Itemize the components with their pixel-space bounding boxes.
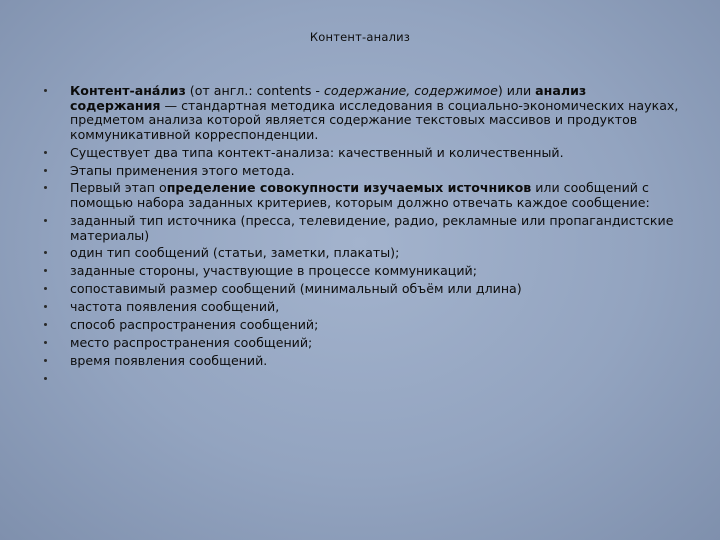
bullet-item <box>40 336 680 351</box>
bullet-text-run: (от англ.: contents - <box>185 83 324 98</box>
bullet-item <box>40 354 680 369</box>
bullet-text-run: сопоставимый размер сообщений (минимальный объём или длина) <box>70 281 522 297</box>
bullet-text <box>70 83 678 142</box>
bullet-item <box>40 372 680 387</box>
bullet-text <box>70 353 267 368</box>
bullet-text-run: один тип сообщений (статьи, заметки, плакаты); <box>70 245 400 261</box>
bullet-item <box>40 214 680 243</box>
bullet-dot-icon <box>44 377 47 380</box>
bullet-text-run: ) или <box>497 83 536 98</box>
bullet-text-run: — стандартная методика исследования в социально-экономических науках, предметом анализа которой является содержание текстовых массивов и продуктов коммуникативной корреспонденции. <box>70 97 679 142</box>
bullet-text-run: частота появления сообщений, <box>70 299 280 315</box>
bullet-text <box>70 263 477 278</box>
bullet-dot-icon <box>44 169 47 172</box>
bullet-text-run: Существует два типа контект-анализа: качественный и количественный. <box>70 144 564 160</box>
bullet-text-run: время появления сообщений. <box>70 352 268 368</box>
slide-title: Контент-анализ <box>309 30 411 44</box>
bullet-item <box>40 181 680 210</box>
bullet-dot-icon <box>44 305 47 308</box>
bullet-text <box>70 180 650 210</box>
bullet-text-run: заданный тип источника (пресса, телевидение, радио, рекламные или пропагандистские материалы) <box>70 212 674 243</box>
bullet-dot-icon <box>44 359 47 362</box>
bullet-text <box>70 299 279 314</box>
bullet-dot-icon <box>44 269 47 272</box>
bullet-dot-icon <box>44 251 47 254</box>
bullet-dot-icon <box>44 151 47 154</box>
bullet-item <box>40 282 680 297</box>
bullet-dot-icon <box>44 186 47 189</box>
bullet-item <box>40 246 680 261</box>
bullet-item <box>40 264 680 279</box>
bullet-dot-icon <box>44 323 47 326</box>
bullet-text-run: содержание, содержимое <box>323 83 498 98</box>
bullet-text-run: Этапы применения этого метода. <box>70 162 295 178</box>
bullet-item <box>40 164 680 179</box>
bullet-text <box>70 213 673 243</box>
bullet-dot-icon <box>44 219 47 222</box>
bullet-text-run: способ распространения сообщений; <box>70 316 319 332</box>
bullet-text <box>70 245 399 260</box>
bullet-text <box>70 281 522 296</box>
bullet-text <box>70 335 312 350</box>
bullet-item <box>40 318 680 333</box>
bullet-text-run: пределение совокупности изучаемых источников <box>166 180 532 196</box>
bullet-text-run: место распространения сообщений; <box>70 334 313 350</box>
bullet-text <box>70 317 318 332</box>
bullet-dot-icon <box>44 341 47 344</box>
bullet-item <box>40 300 680 315</box>
bullet-dot-icon <box>44 89 47 92</box>
bullet-text <box>70 163 295 178</box>
bullet-text-run: заданные стороны, участвующие в процессе коммуникаций; <box>70 263 477 279</box>
bullet-item <box>40 84 680 142</box>
bullet-text-run: или сообщений с помощью набора заданных критериев, которым должно отвечать каждое сообщение: <box>70 180 650 211</box>
bullet-text <box>70 145 564 160</box>
bullet-text-run: анализ содержания <box>70 83 587 113</box>
bullet-text-run: Контент-ана́лиз <box>70 83 186 98</box>
bullet-text-run: Первый этап о <box>70 180 167 196</box>
bullet-item <box>40 146 680 161</box>
bullet-list <box>40 84 680 386</box>
bullet-dot-icon <box>44 287 47 290</box>
